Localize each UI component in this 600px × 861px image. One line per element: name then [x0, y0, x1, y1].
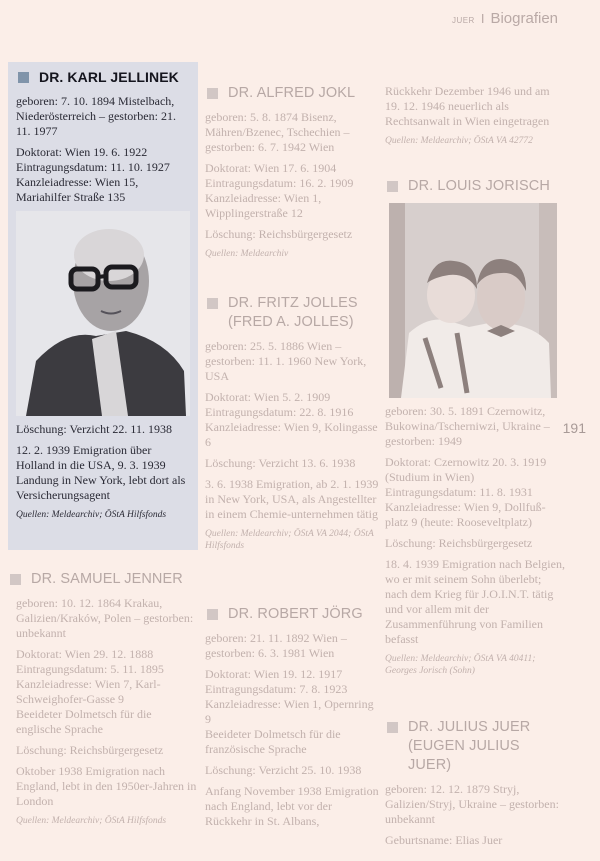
fate-info: Anfang November 1938 Emigration nach England, lebt vor der Rückkehr in St. Albans, — [205, 784, 379, 828]
birthname-info: Geburtsname: Elias Juer — [385, 833, 503, 847]
entry-name: DR. JULIUS JUER (EUGEN JULIUS JUER) — [385, 718, 565, 775]
page-number: 191 — [562, 420, 586, 436]
birth-info: geboren: 5. 8. 1874 Bisenz, Mähren/Bzenec, Tschechien – gestorben: 6. 7. 1942 Wien — [205, 110, 350, 154]
sources: Quellen: Meldearchiv; ÖStA VA 40411; Georges Jorisch (Sohn) — [385, 654, 536, 676]
bullet-square-icon — [387, 181, 398, 192]
fate-info: Oktober 1938 Emigration nach England, lebt in den 1950er-Jahren in London — [16, 764, 197, 808]
birth-info: geboren: 12. 12. 1879 Stryj, Galizien/Stryj, Ukraine – gestorben: unbekannt — [385, 782, 559, 826]
career-info: Doktorat: Wien 17. 6. 1904 Eintragungsdatum: 16. 2. 1909 Kanzleiadresse: Wien 1, Wipplingerstraße 12 — [205, 161, 354, 220]
bullet-square-icon — [387, 722, 398, 733]
sources: Quellen: Meldearchiv; ÖStA VA 2044; ÖStA Hilfsfonds — [205, 529, 374, 551]
entry-joerg — [205, 605, 380, 835]
fate-info: 18. 4. 1939 Emigration nach Belgien, wo er mit seinem Sohn überlebt; nach dem Krieg für J.O.I.N.T. tätig und vor allem mit der Zusammenführung von Familien befasst — [385, 557, 565, 646]
bullet-square-icon — [207, 88, 218, 99]
sources: Quellen: Meldearchiv — [205, 249, 289, 259]
portrait-photo-jorisch — [389, 203, 557, 398]
birth-info: geboren: 10. 12. 1864 Krakau, Galizien/Kraków, Polen – gestorben: unbekannt — [16, 596, 194, 640]
birth-info: geboren: 25. 5. 1886 Wien – gestorben: 11. 1. 1960 New York, USA — [205, 339, 367, 383]
deletion-info: Löschung: Verzicht 13. 6. 1938 — [205, 456, 356, 470]
birth-info: geboren: 7. 10. 1894 Mistelbach, Niederösterreich – gestorben: 21. 11. 1977 — [16, 94, 176, 138]
career-info: Doktorat: Wien 29. 12. 1888 Eintragungsdatum: 5. 11. 1895 Kanzleiadresse: Wien 7, Karl-Schweighofer-Gasse 9 Beeideter Dolmetsch für die englische Sprache — [16, 647, 164, 736]
entry-name: DR. SAMUEL JENNER — [8, 570, 198, 589]
career-info: Doktorat: Wien 5. 2. 1909 Eintragungsdatum: 22. 8. 1916 Kanzleiadresse: Wien 9, Kolingasse 6 — [205, 390, 378, 449]
career-info: Doktorat: Wien 19. 6. 1922 Eintragungsdatum: 11. 10. 1927 Kanzleiadresse: Wien 15, Mariahilfer Straße 135 — [16, 145, 170, 204]
birth-info: geboren: 30. 5. 1891 Czernowitz, Bukowina/Tscherniwzi, Ukraine – gestorben: 1949 — [385, 404, 550, 448]
deletion-info: Löschung: Reichsbürgergesetz — [385, 536, 533, 550]
bullet-square-icon — [18, 72, 29, 83]
entry-name: DR. LOUIS JORISCH — [385, 177, 565, 196]
header-separator: I — [480, 11, 485, 26]
portrait-photo-jellinek — [16, 211, 190, 416]
deletion-info: Löschung: Verzicht 22. 11. 1938 — [16, 422, 172, 436]
deletion-info: Löschung: Reichsbürgergesetz — [16, 743, 164, 757]
deletion-info: Löschung: Verzicht 25. 10. 1938 — [205, 763, 362, 777]
header-title: Biografien — [490, 10, 558, 27]
career-info: Doktorat: Czernowitz 20. 3. 1919 (Studium in Wien) Eintragungsdatum: 11. 8. 1931 Kanzleiadresse: Wien 9, Dollfuß-platz 9 (heute: Rooseveltplatz) — [385, 455, 547, 529]
entry-jokl — [205, 84, 380, 260]
deletion-info: Löschung: Reichsbürgergesetz — [205, 227, 353, 241]
entry-juer — [385, 718, 565, 854]
entry-jolles — [205, 294, 380, 552]
entry-jorisch — [385, 177, 565, 677]
birth-info: geboren: 21. 11. 1892 Wien – gestorben: 6. 3. 1981 Wien — [205, 631, 347, 660]
entry-jenner — [8, 570, 198, 827]
entry-jellinek — [8, 62, 198, 550]
fate-info: 3. 6. 1938 Emigration, ab 2. 1. 1939 in New York, USA, als Angestellter in einem Chemie-unternehmen tätig — [205, 477, 379, 521]
entry-name: DR. KARL JELLINEK — [16, 68, 190, 87]
sources: Quellen: Meldearchiv; ÖStA Hilfsfonds — [16, 510, 167, 520]
entry-joerg-continued — [385, 84, 565, 147]
running-header — [452, 10, 558, 27]
fate-info: 12. 2. 1939 Emigration über Holland in die USA, 9. 3. 1939 Landung in New York, lebt dort als Versicherungsagent — [16, 443, 186, 502]
header-section: JUER — [451, 16, 475, 25]
fate-info-continued: Rückkehr Dezember 1946 und am 19. 12. 1946 neuerlich als Rechtsanwalt in Wien eingetragen — [385, 84, 550, 128]
entry-name: DR. ROBERT JÖRG — [205, 605, 380, 624]
sources: Quellen: Meldearchiv; ÖStA Hilfsfonds — [16, 816, 167, 826]
entry-name: DR. ALFRED JOKL — [205, 84, 380, 103]
entry-name: DR. FRITZ JOLLES (FRED A. JOLLES) — [205, 294, 380, 332]
career-info: Doktorat: Wien 19. 12. 1917 Eintragungsdatum: 7. 8. 1923 Kanzleiadresse: Wien 1, Opernring 9 Beeideter Dolmetsch für die französische Sprache — [205, 667, 374, 756]
bullet-square-icon — [10, 574, 21, 585]
sources: Quellen: Meldearchiv; ÖStA VA 42772 — [385, 136, 533, 146]
bullet-square-icon — [207, 609, 218, 620]
bullet-square-icon — [207, 298, 218, 309]
